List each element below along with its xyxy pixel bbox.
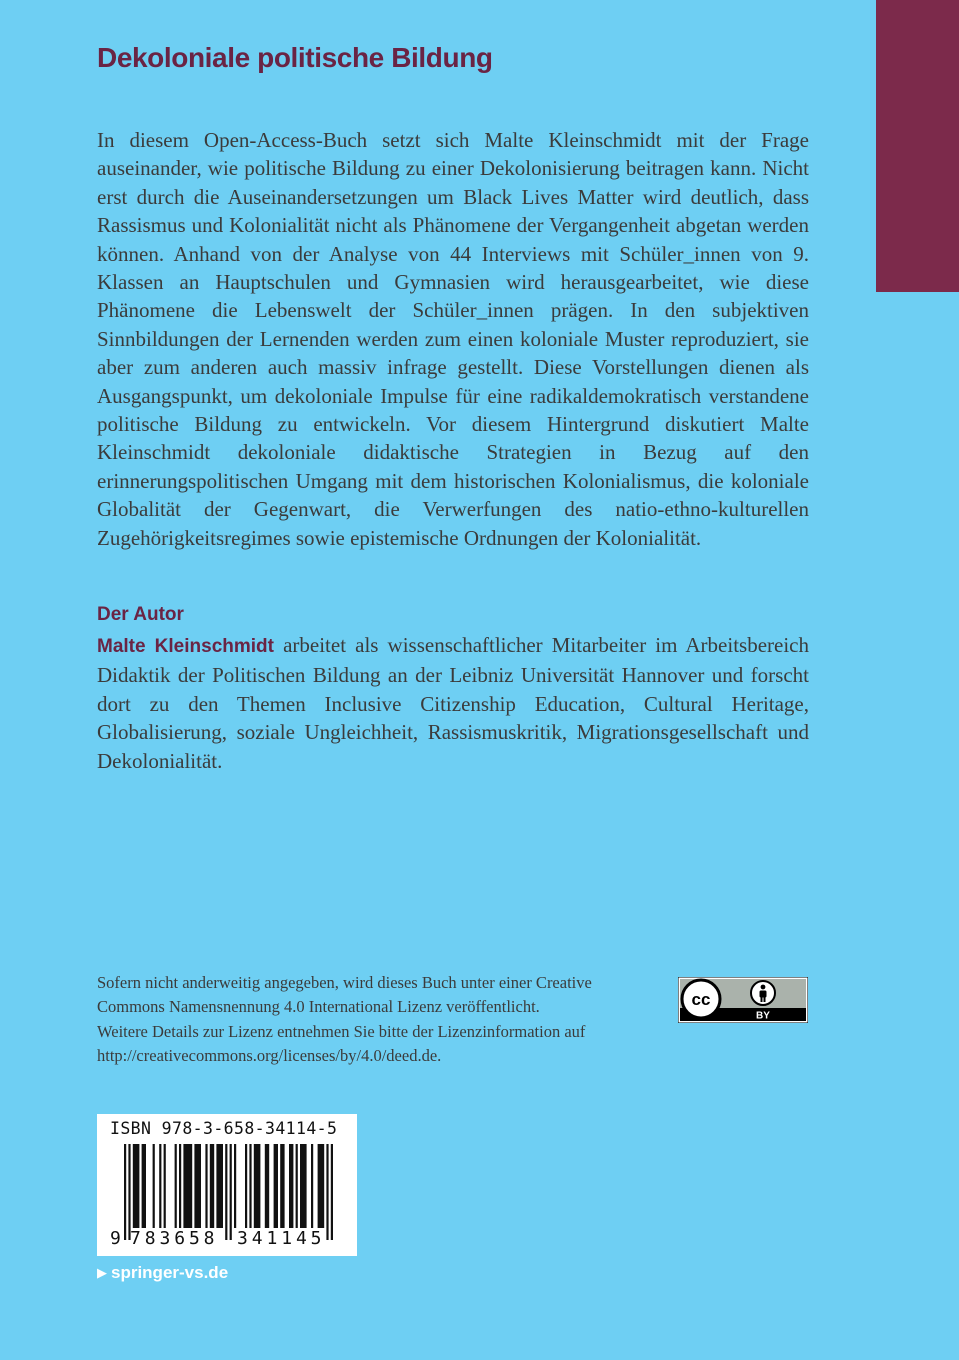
barcode-bar xyxy=(300,1144,307,1228)
barcode-guard-bar xyxy=(128,1144,130,1240)
author-bio-text: arbeitet als wissenschaftlicher Mitarbeiter im Arbeitsbereich Didaktik der Politischen Bildung an der Leibniz Universität Hannover und forscht dort zu den Themen Inclusive Citizenship Education, Cultural Heritage, Globalisierung, soziale Ungleichheit, Rassismuskritik, Migrationsgesellschaft und Dekolonialität. xyxy=(97,633,809,773)
arrow-icon: ▶ xyxy=(97,1265,107,1280)
license-line: Commons Namensnennung 4.0 International Lizenz veröffentlicht. xyxy=(97,997,540,1017)
barcode-bar xyxy=(265,1144,269,1228)
license-line: Sofern nicht anderweitig angegeben, wird dieses Buch unter einer Creative xyxy=(97,973,592,992)
barcode-bar xyxy=(179,1144,181,1228)
barcode-bar xyxy=(205,1144,207,1228)
barcode-bar xyxy=(249,1144,251,1228)
license-notice xyxy=(97,971,657,1068)
license-line: Weitere Details zur Lizenz entnehmen Sie bitte der Lizenzinformation auf xyxy=(97,1021,586,1041)
barcode-digit-first: 9 xyxy=(110,1228,121,1249)
barcode-guard-bar xyxy=(230,1144,232,1240)
barcode-bar xyxy=(142,1144,146,1228)
barcode-bar xyxy=(175,1144,177,1228)
barcode-guard-bar xyxy=(225,1144,227,1240)
barcode-bar xyxy=(311,1144,313,1228)
publisher-link[interactable] xyxy=(97,1262,228,1284)
isbn-label: ISBN 978-3-658-34114-5 xyxy=(110,1119,338,1138)
license-url: http://creativecommons.org/licenses/by/4.0/deed.de. xyxy=(97,1045,442,1065)
barcode-bar xyxy=(153,1144,155,1228)
by-label: BY xyxy=(756,1010,770,1022)
barcode-bar xyxy=(216,1144,223,1228)
author-heading: Der Autor xyxy=(97,604,184,625)
book-abstract: In diesem Open-Access-Buch setzt sich Malte Kleinschmidt mit der Frage auseinander, wie politische Bildung zu einer Dekolonisierung beitragen kann. Nicht erst durch die Auseinandersetzungen um Black Lives Matter wird deutlich, dass Rassismus und Kolonialität nicht als Phänomene der Vergangenheit abgetan werden können. Anhand von der Analyse von 44 Interviews mit Schüler_innen von 9. Klassen an Hauptschulen und Gymnasien wird herausgearbeitet, wie diese Phänomene die Lebenswelt der Schüler_innen prägen. In den subjektiven Sinnbildungen der Lernenden werden zum einen koloniale Muster reproduziert, sie aber zum anderen auch massiv infrage gestellt. Diese Vorstellungen dienen als Ausgangspunkt, um dekoloniale Impulse für eine radikaldemokratisch verstandene politische Bildung zu entwickeln. Vor diesem Hintergrund diskutiert Malte Kleinschmidt dekoloniale didaktische Strategien in Bezug auf den erinnerungspolitischen Umgang mit dem historischen Kolonialismus, die koloniale Globalität der Gegenwart, die Verwerfungen des natio-ethno-kulturellen Zugehörigkeitsregimes sowie epistemische Ordnungen der Kolonialität. xyxy=(97,128,809,550)
author-section xyxy=(97,631,809,775)
barcode-bar xyxy=(254,1144,261,1228)
barcode-digits-left: 783658 xyxy=(130,1228,219,1249)
barcode-bar xyxy=(210,1144,214,1228)
barcode-bar xyxy=(159,1144,161,1228)
barcode-bar xyxy=(280,1144,284,1228)
cc-by-license-badge xyxy=(678,977,808,1023)
barcode-guard-bar xyxy=(331,1144,333,1240)
barcode-bar xyxy=(274,1144,278,1228)
svg-text:cc: cc xyxy=(691,990,711,1009)
cc-icon xyxy=(682,980,720,1018)
spine-color-bar xyxy=(876,0,959,292)
author-name: Malte Kleinschmidt xyxy=(97,636,274,657)
publisher-url: springer-vs.de xyxy=(111,1263,229,1282)
barcode-guard-bar xyxy=(326,1144,328,1240)
barcode-bar xyxy=(164,1144,166,1228)
barcode-digits-right: 341145 xyxy=(237,1228,326,1249)
barcode-bar xyxy=(289,1144,293,1228)
barcode-digits xyxy=(97,1228,357,1250)
book-title: Dekoloniale politische Bildung xyxy=(97,42,493,73)
attribution-person-icon xyxy=(751,981,775,1005)
barcode-bar xyxy=(245,1144,247,1228)
barcode-bar xyxy=(133,1144,140,1228)
barcode-guard-bar xyxy=(124,1144,126,1240)
barcode-bar xyxy=(296,1144,298,1228)
barcode-bar xyxy=(194,1144,201,1228)
barcode-bar xyxy=(234,1144,236,1228)
barcode-bar xyxy=(318,1144,325,1228)
isbn-barcode xyxy=(97,1114,357,1256)
barcode-bar xyxy=(183,1144,192,1228)
